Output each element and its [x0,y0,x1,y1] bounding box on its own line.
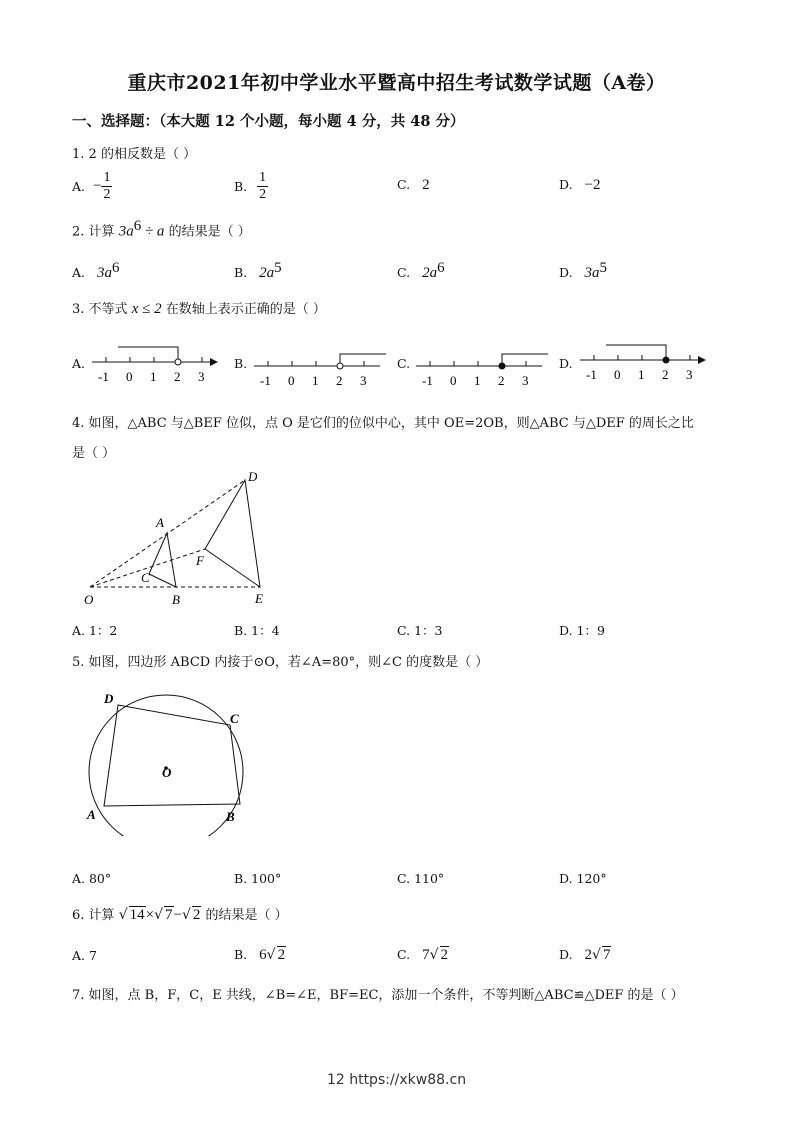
q2-option-b: B. $2a^5$ [234,260,282,282]
point-label-d: D [104,691,114,706]
sqrt-icon: √ [118,907,128,923]
q4-option-c: C. 1：3 [397,623,443,638]
q5-option-a: A. 80° [72,871,112,886]
point-label-c: C [230,711,239,726]
tick-label: 0 [614,367,621,382]
tick-label: 0 [126,369,133,384]
q3-option-c-label: C. [397,356,411,371]
point-label-a: A [87,807,96,822]
q6-option-d: D. 2√ 7 [559,947,611,963]
q6-option-b: B. 6√ 2 [234,947,286,963]
q1-option-c: C. 2 [397,177,430,193]
q4-option-d: D. 1：9 [559,623,605,638]
tick-label: -1 [260,373,271,386]
page-footer: 12 https://xkw88.cn [326,1072,467,1088]
tick-label: -1 [98,369,109,384]
point-label-e: E [255,591,263,606]
tick-label: 3 [198,369,205,384]
q4-stem-line1: 4. 如图，△ABC 与△BEF 位似，点 O 是它们的位似中心，其中 OE=2OB，则△ABC 与△DEF 的周长之比 [72,416,694,431]
q4-stem-line2: 是（ ） [72,446,116,461]
point-label-d: D [248,469,258,484]
q3-option-b-label: B. [234,356,248,371]
section-heading: 一、选择题：（本大题 12 个小题，每小题 4 分，共 48 分） [72,113,465,130]
point-label-o: O [162,765,172,780]
q5-option-c: C. 110° [397,871,445,886]
q3-numberline-d [576,338,711,384]
q3-option-d-label: D. [559,356,573,371]
q5-option-d: D. 120° [559,871,607,886]
q1-stem: 1. 2 的相反数是（ ） [72,147,197,162]
tick-label: -1 [586,367,597,382]
tick-label: 3 [522,373,529,386]
sqrt-icon: √ [154,907,163,923]
tick-label: -1 [422,373,433,386]
point-label-c: C [141,570,150,585]
tick-label: 0 [288,373,295,386]
q4-figure [78,466,288,611]
q3-numberline-a [88,340,223,386]
point-label-o: O [84,592,94,607]
sqrt-icon: √ [266,947,276,963]
q1-option-a: A. − $\frac{1}{2}$ [72,169,111,202]
q6-option-c: C. 7√ 2 [397,947,448,963]
tick-label: 2 [336,373,343,386]
q3-numberline-c [412,340,552,386]
q4-option-b: B. 1：4 [234,623,280,638]
q5-figure [80,686,255,836]
q2-option-a: A. $3a^6$ [72,260,120,282]
q6-stem: 6. 计算 √ 14×√ 7−√ 2 的结果是（ ） [72,907,288,923]
q2-option-c: C. $2a^6$ [397,260,445,282]
q7-stem: 7. 如图，点 B，F，C，E 共线，∠B=∠E，BF=EC，添加一个条件，不等判断△ABC≌△DEF 的是（ ） [72,988,684,1003]
point-label-b: B [172,592,180,607]
tick-label: 1 [474,373,481,386]
point-label-a: A [156,515,164,530]
tick-label: 2 [174,369,181,384]
exam-title: 重庆市2021年初中学业水平暨高中招生考试数学试题（A卷） [127,72,666,94]
q1-option-b: B. $\frac{1}{2}$ [234,169,267,202]
sqrt-icon: √ [429,947,439,963]
q1-option-d: D. −2 [559,177,601,193]
sqrt-icon: √ [592,947,601,963]
q6-option-a: A. 7 [72,948,97,963]
q3-numberline-b [250,340,390,386]
tick-label: 1 [638,367,645,382]
point-label-f: F [196,553,204,568]
tick-label: 0 [450,373,457,386]
q4-option-a: A. 1：2 [72,623,118,638]
tick-label: 3 [686,367,693,382]
point-label-b: B [226,809,235,824]
tick-label: 2 [662,367,669,382]
sqrt-icon: √ [181,907,191,923]
q5-stem: 5. 如图，四边形 ABCD 内接于⊙O，若∠A=80°，则∠C 的度数是（ ） [72,655,489,670]
q3-option-a-label: A. [72,356,86,371]
q3-stem: 3. 不等式 x ≤ 2 在数轴上表示正确的是（ ） [72,301,326,317]
tick-label: 2 [498,373,505,386]
tick-label: 1 [150,369,157,384]
tick-label: 3 [360,373,367,386]
q2-stem: 2. 计算 $3a^6 \div a$ 的结果是（ ） [72,218,251,240]
tick-label: 1 [312,373,319,386]
q5-option-b: B. 100° [234,871,282,886]
q2-option-d: D. $3a^5$ [559,260,608,282]
